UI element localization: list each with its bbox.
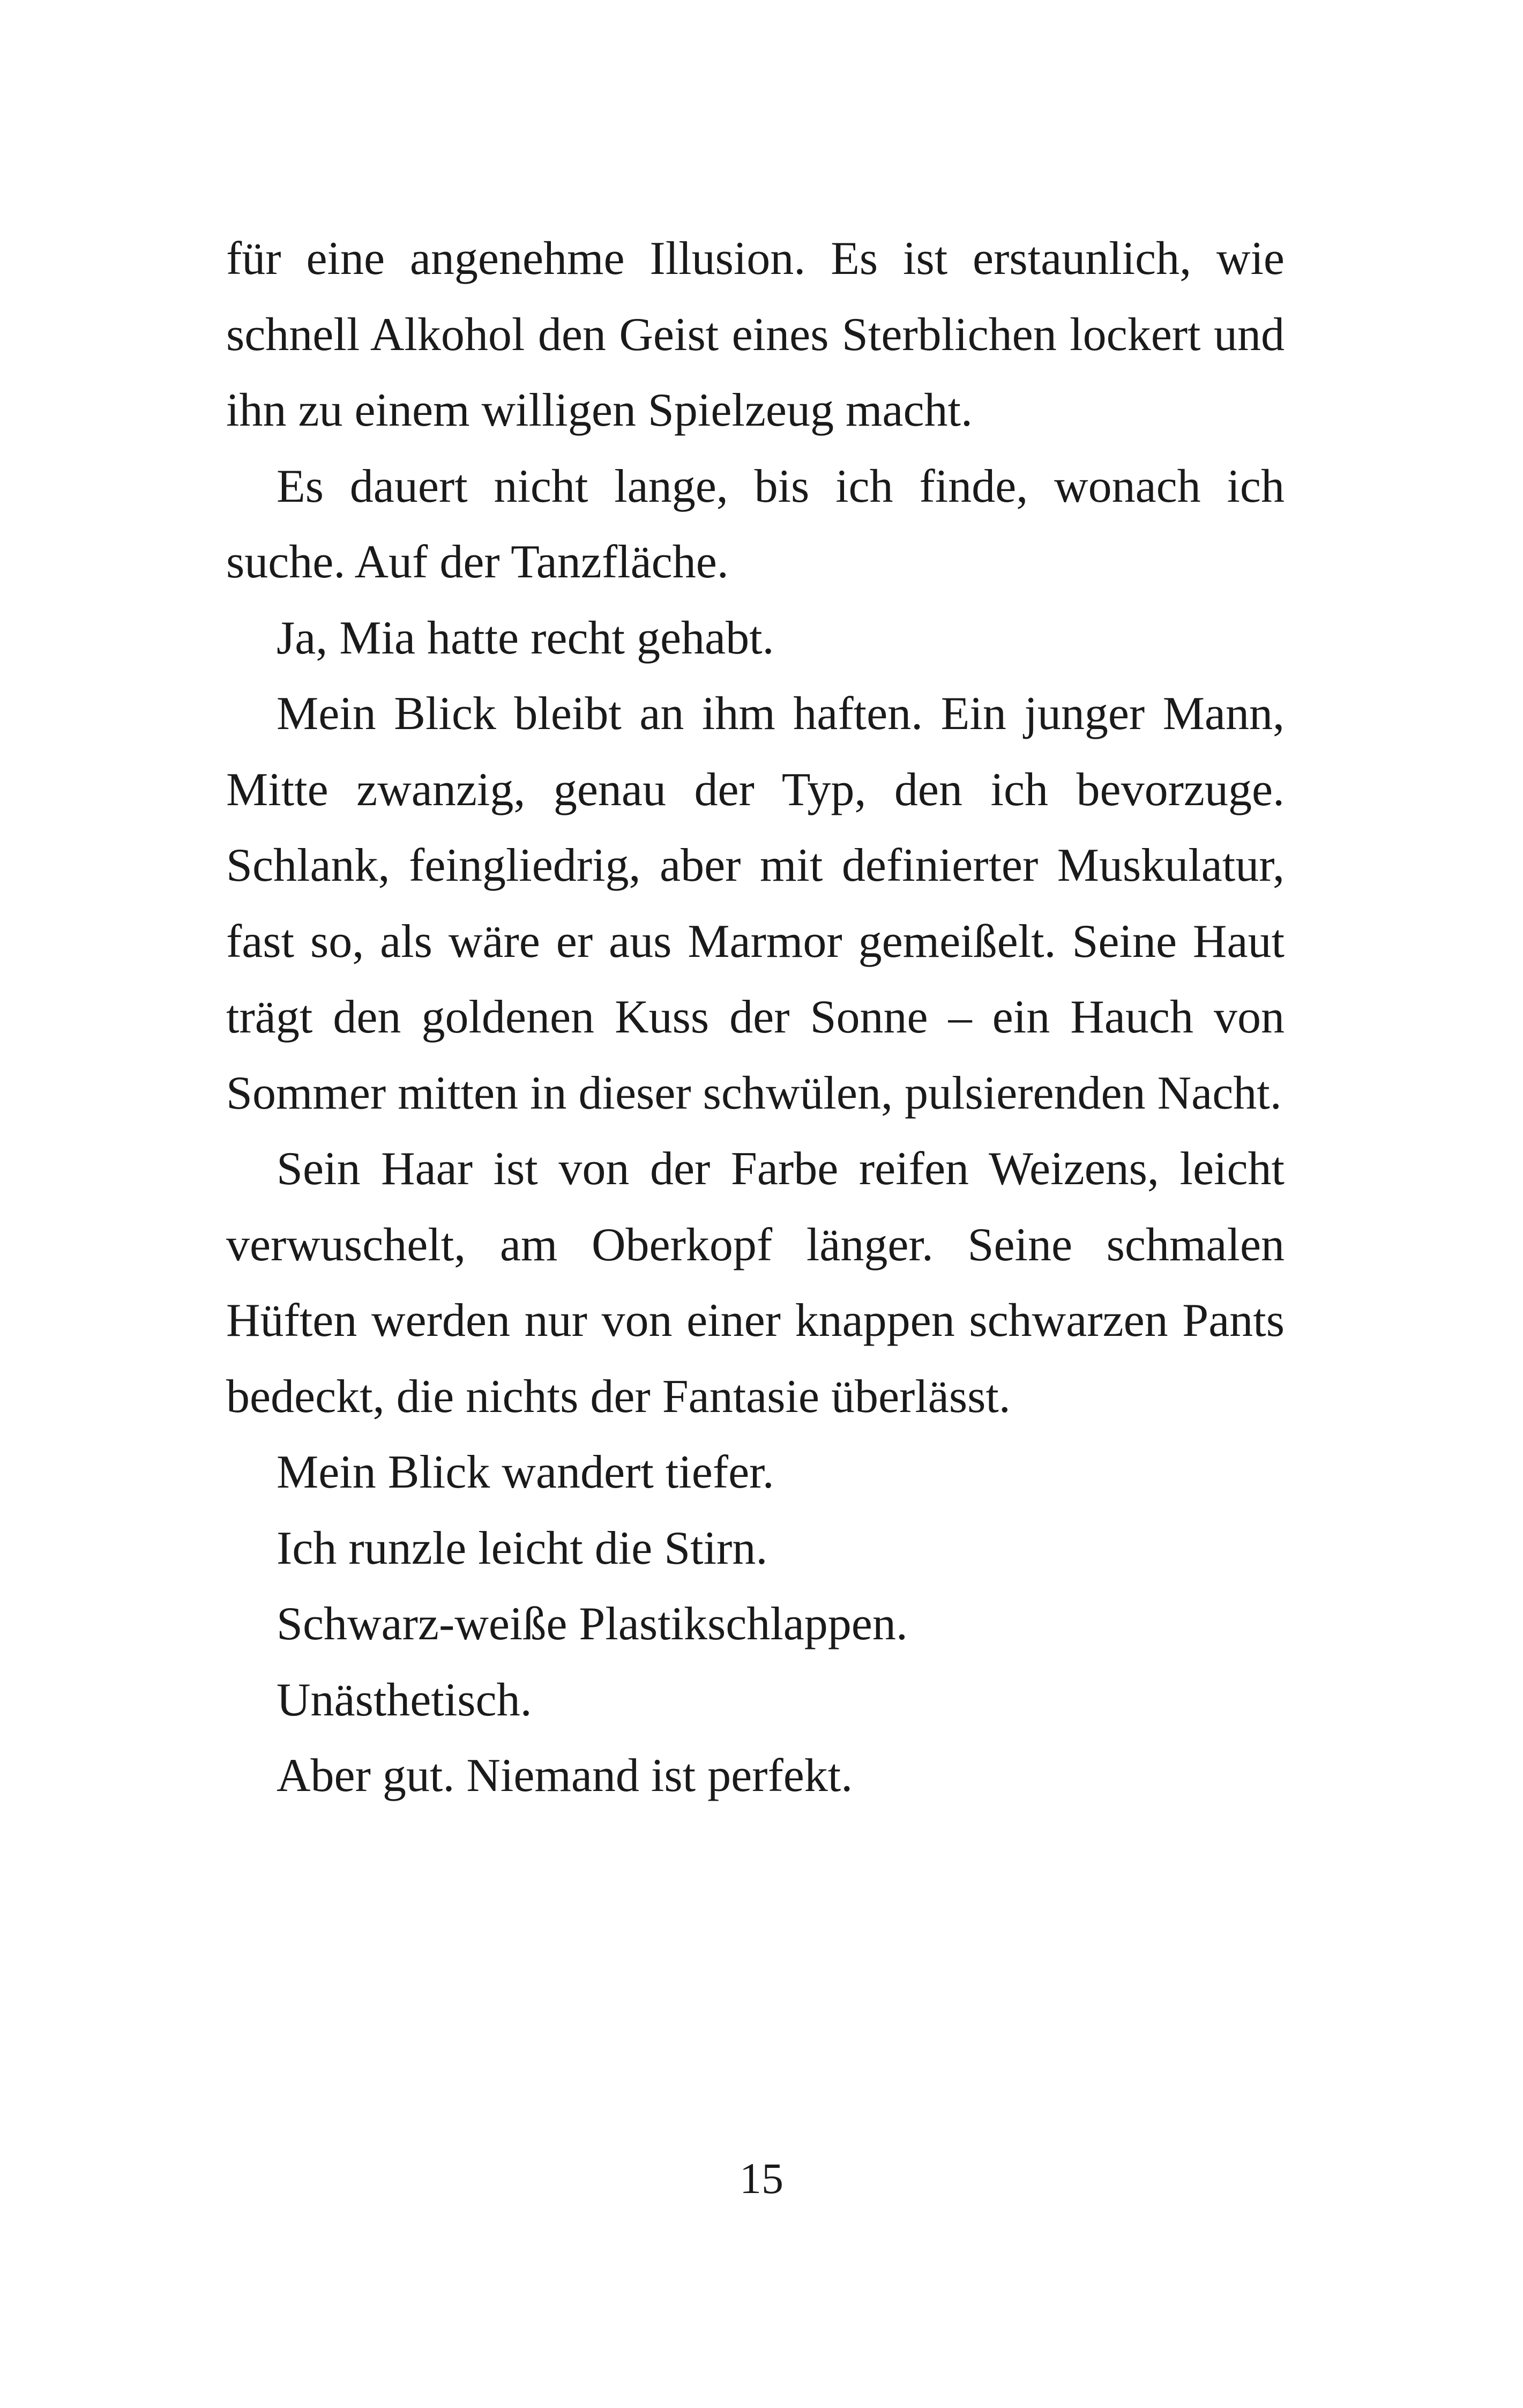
- paragraph-6: Mein Blick wandert tiefer.: [277, 1446, 774, 1498]
- paragraph-3: Ja, Mia hatte recht gehabt.: [277, 612, 774, 664]
- paragraph-7: Ich runzle leicht die Stirn.: [277, 1522, 768, 1574]
- paragraph-10: Aber gut. Niemand ist perfekt.: [277, 1750, 853, 1802]
- paragraph-8: Schwarz-weiße Plastikschlappen.: [277, 1598, 908, 1650]
- paragraph-1: für eine angenehme Illusion. Es ist erstaunlich, wie schnell Alkohol den Geist eines Sterblichen lockert und ihn zu einem willigen Spielzeug macht.: [226, 233, 1285, 436]
- paragraph-9: Unästhetisch.: [277, 1674, 532, 1726]
- body-text: [226, 221, 1285, 1814]
- page-number: 15: [740, 2154, 783, 2203]
- paragraph-2: Es dauert nicht lange, bis ich finde, wonach ich suche. Auf der Tanzfläche.: [226, 460, 1285, 588]
- paragraph-5: Sein Haar ist von der Farbe reifen Weizens, leicht verwuschelt, am Oberkopf länger. Seine schmalen Hüften werden nur von einer knappen schwarzen Pants bedeckt, die nichts der Fantasie überlässt.: [226, 1143, 1285, 1423]
- paragraph-4: Mein Blick bleibt an ihm haften. Ein junger Mann, Mitte zwanzig, genau der Typ, den ich bevorzuge. Schlank, feingliedrig, aber mit definierter Muskulatur, fast so, als wäre er aus Marmor gemeißelt. Seine Haut trägt den goldenen Kuss der Sonne – ein Hauch von Sommer mitten in dieser schwülen, pulsierenden Nacht.: [226, 688, 1285, 1119]
